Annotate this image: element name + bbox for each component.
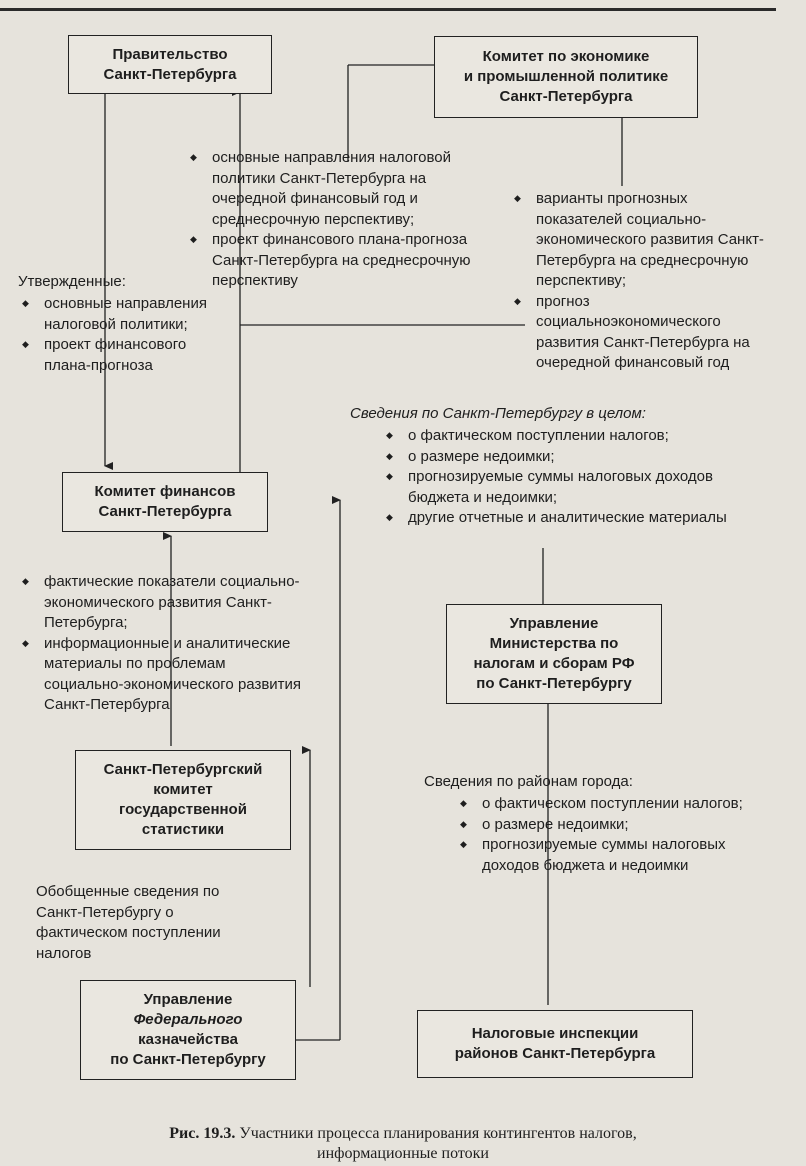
list-city-level [382,426,752,529]
list-stats-to-finance [18,572,308,716]
list-item: ◆ о размере недоимки; [382,447,752,468]
caption-text: Участники процесса планирования контингентов налогов, [239,1125,637,1142]
box-econ-line1: Комитет по экономике [482,48,650,65]
box-taxmin-line3: налогам и сборам РФ [473,655,635,672]
list-item: ◆ основные направления налоговой политики Санкт-Петербурга на очередной финансовый год и среднесрочную перспективу; [186,148,496,230]
box-inspections-line2: районов Санкт-Петербурга [454,1045,656,1062]
list-district-level [456,794,776,876]
box-stats-line4: статистики [141,821,225,838]
box-finance-committee [62,472,268,532]
box-tax-ministry [446,604,662,704]
box-treasury-line4: по Санкт-Петербургу [110,1051,266,1068]
list-item: ◆ прогноз социальноэкономического развития Санкт-Петербурга на очередной финансовый год [510,292,772,374]
list-item: ◆ о фактическом поступлении налогов; [382,426,752,447]
box-inspections-line1: Налоговые инспекции [471,1025,639,1042]
caption-label: Рис. 19.3. [169,1125,236,1142]
box-taxmin-line4: по Санкт-Петербургу [476,675,632,692]
list-item: ◆ другие отчетные и аналитические материалы [382,508,752,529]
figure-caption [0,1124,806,1164]
list-econ-to-finance [510,189,772,374]
box-tax-inspections [417,1010,693,1078]
list-item: ◆ проект финансового плана-прогноза [18,335,218,376]
box-finance-line2: Санкт-Петербурга [98,503,232,520]
box-stats-line1: Санкт-Петербургский [103,761,263,778]
box-treasury-line1: Управление [143,991,233,1008]
list-item: ◆ проект финансового плана-прогноза Санкт-Петербурга на среднесрочную перспективу [186,230,496,292]
box-taxmin-line1: Управление [509,615,599,632]
box-taxmin-line2: Министерства по [489,635,619,652]
list-item: ◆ о размере недоимки; [456,815,776,836]
box-government [68,35,272,94]
box-econ-line3: Санкт-Петербурга [499,88,633,105]
list-item: ◆ прогнозируемые суммы налоговых доходов бюджета и недоимки; [382,467,752,508]
list-item: ◆ о фактическом поступлении налогов; [456,794,776,815]
box-treasury [80,980,296,1080]
list-approved [18,294,218,376]
box-stats-committee [75,750,291,850]
list-item: ◆ варианты прогнозных показателей социально-экономического развития Санкт-Петербурга на среднесрочную перспективу; [510,189,772,292]
list-item: ◆ информационные и аналитические материалы по проблемам социально-экономического развития Санкт-Петербурга [18,634,308,716]
list-finance-to-government [186,148,496,292]
list-item: ◆ прогнозируемые суммы налоговых доходов бюджета и недоимки [456,835,776,876]
box-treasury-line3: казначейства [138,1031,238,1048]
box-government-line2: Санкт-Петербурга [103,65,237,83]
list-item: ◆ фактические показатели социально-экономического развития Санкт-Петербурга; [18,572,308,634]
district-level-header: Сведения по районам города: [424,773,633,790]
approved-header: Утвержденные: [18,273,126,290]
box-government-line1: Правительство [112,45,228,63]
box-treasury-line2: Федерального [133,1011,243,1028]
caption-text2: информационные потоки [317,1145,489,1162]
box-econ-committee [434,36,698,118]
box-stats-line3: государственной [119,801,247,818]
box-econ-line2: и промышленной политике [463,68,669,85]
box-stats-line2: комитет [153,781,213,798]
city-level-header: Сведения по Санкт-Петербургу в целом: [350,405,646,422]
list-item: ◆ основные направления налоговой политики; [18,294,218,335]
box-finance-line1: Комитет финансов [94,483,236,500]
treasury-to-finance-text: Обобщенные сведения по Санкт-Петербургу о фактическом поступлении налогов [36,883,221,962]
